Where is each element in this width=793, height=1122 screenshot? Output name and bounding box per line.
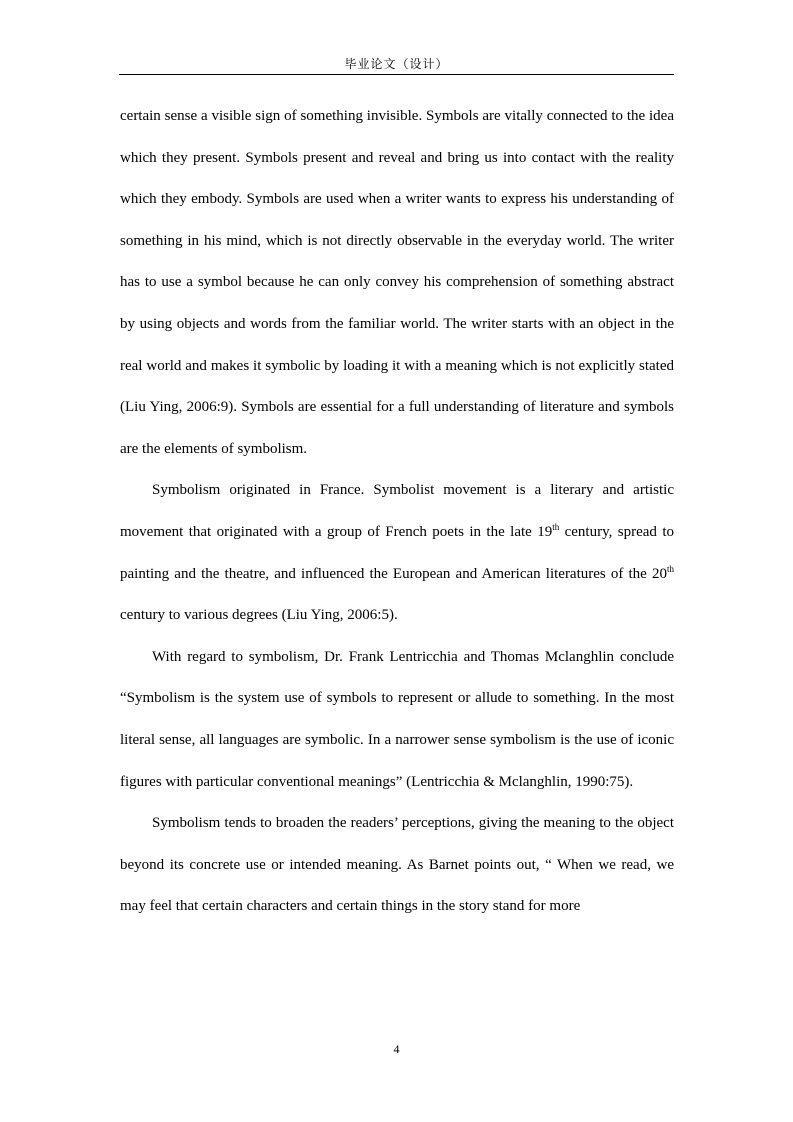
header-rule <box>119 74 674 75</box>
document-body <box>120 96 674 928</box>
page-header: 毕业论文（设计） <box>344 57 449 71</box>
paragraph-4: Symbolism tends to broaden the readers’ perceptions, giving the meaning to the object beyond its concrete use or intended meaning. As Barnet points out, “ When we read, we may feel that certain characters and certain things in the story stand for more <box>120 815 674 915</box>
paragraph-1: certain sense a visible sign of something invisible. Symbols are vitally connected to the idea which they present. Symbols present and reveal and bring us into contact with the reality which they embody. Symbols are used when a writer wants to express his understanding of something in his mind, which is not directly observable in the everyday world. The writer has to use a symbol because he can only convey his comprehension of something abstract by using objects and words from the familiar world. The writer starts with an object in the real world and makes it symbolic by loading it with a meaning which is not explicitly stated (Liu Ying, 2006:9). Symbols are essential for a full understanding of literature and symbols are the elements of symbolism. <box>120 108 674 457</box>
page-number: 4 <box>393 1042 400 1056</box>
paragraph-2-part-c: century to various degrees (Liu Ying, 2006:5). <box>120 607 398 624</box>
paragraph-2-part-b: century, spread to painting and the theatre, and influenced the European and American literatures of the 20 <box>120 523 674 582</box>
superscript-th-1: th <box>552 521 560 532</box>
paragraph-2 <box>120 470 674 636</box>
superscript-th-2: th <box>666 563 674 574</box>
paragraph-3: With regard to symbolism, Dr. Frank Lentricchia and Thomas Mclanghlin conclude “Symbolism is the system use of symbols to represent or allude to something. In the most literal sense, all languages are symbolic. In a narrower sense symbolism is the use of iconic figures with particular conventional meanings” (Lentricchia & Mclanghlin, 1990:75). <box>120 648 674 790</box>
paragraph-2-part-a: Symbolism originated in France. Symbolist movement is a literary and artistic movement that originated with a group of French poets in the late 19 <box>120 482 674 540</box>
